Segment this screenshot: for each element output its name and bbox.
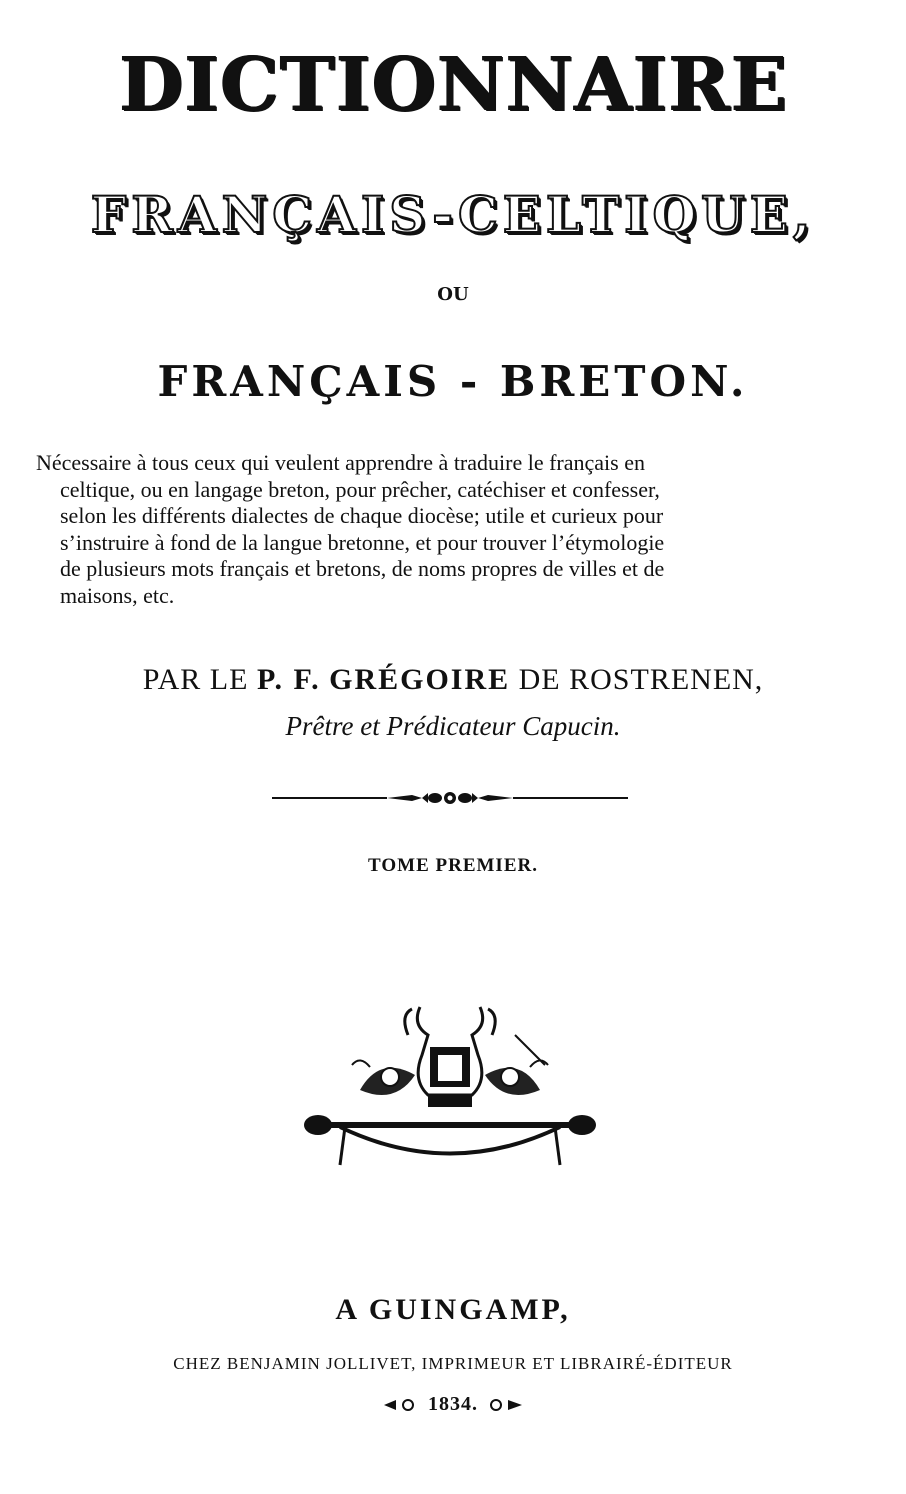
author-line xyxy=(0,660,906,700)
description-line: celtique, ou en langage breton, pour prêcher, catéchiser et confesser, xyxy=(60,476,660,502)
subtitle: FRANÇAIS-CELTIQUE, xyxy=(90,185,816,244)
description-paragraph xyxy=(36,450,860,609)
ornament-rule-icon xyxy=(272,786,628,810)
description-line: Nécessaire à tous ceux qui veulent apprendre à traduire le français en xyxy=(36,450,645,475)
main-title: DICTIONNAIRE xyxy=(118,42,788,128)
alternate-title: FRANÇAIS - BRETON. xyxy=(157,357,749,406)
imprint-publisher: CHEZ BENJAMIN JOLLIVET, IMPRIMEUR ET LIBRAIRÉ-ÉDITEUR xyxy=(173,1354,733,1373)
urn-vignette-icon xyxy=(300,995,600,1175)
description-line: selon les différents dialectes de chaque diocèse; utile et curieux pour xyxy=(60,503,664,528)
imprint-place: A GUINGAMP, xyxy=(335,1293,571,1326)
left-flourish-icon xyxy=(382,1398,422,1412)
imprint-date-line xyxy=(0,1390,906,1418)
conjunction: OU xyxy=(437,284,469,305)
author-prefix: PAR LE xyxy=(142,663,249,696)
right-flourish-icon xyxy=(484,1398,524,1412)
imprint-year: 1834. xyxy=(428,1393,478,1415)
description-line: de plusieurs mots français et bretons, de noms propres de villes et de xyxy=(60,556,665,581)
author-name: GRÉGOIRE xyxy=(329,663,511,696)
author-initials: P. F. xyxy=(256,663,321,696)
volume-label: TOME PREMIER. xyxy=(368,855,538,876)
author-suffix: DE ROSTRENEN, xyxy=(518,663,764,696)
author-role: Prêtre et Prédicateur Capucin. xyxy=(285,711,621,741)
description-line: maisons, etc. xyxy=(60,582,175,608)
description-line: s’instruire à fond de la langue bretonne, et pour trouver l’étymologie xyxy=(60,529,665,555)
